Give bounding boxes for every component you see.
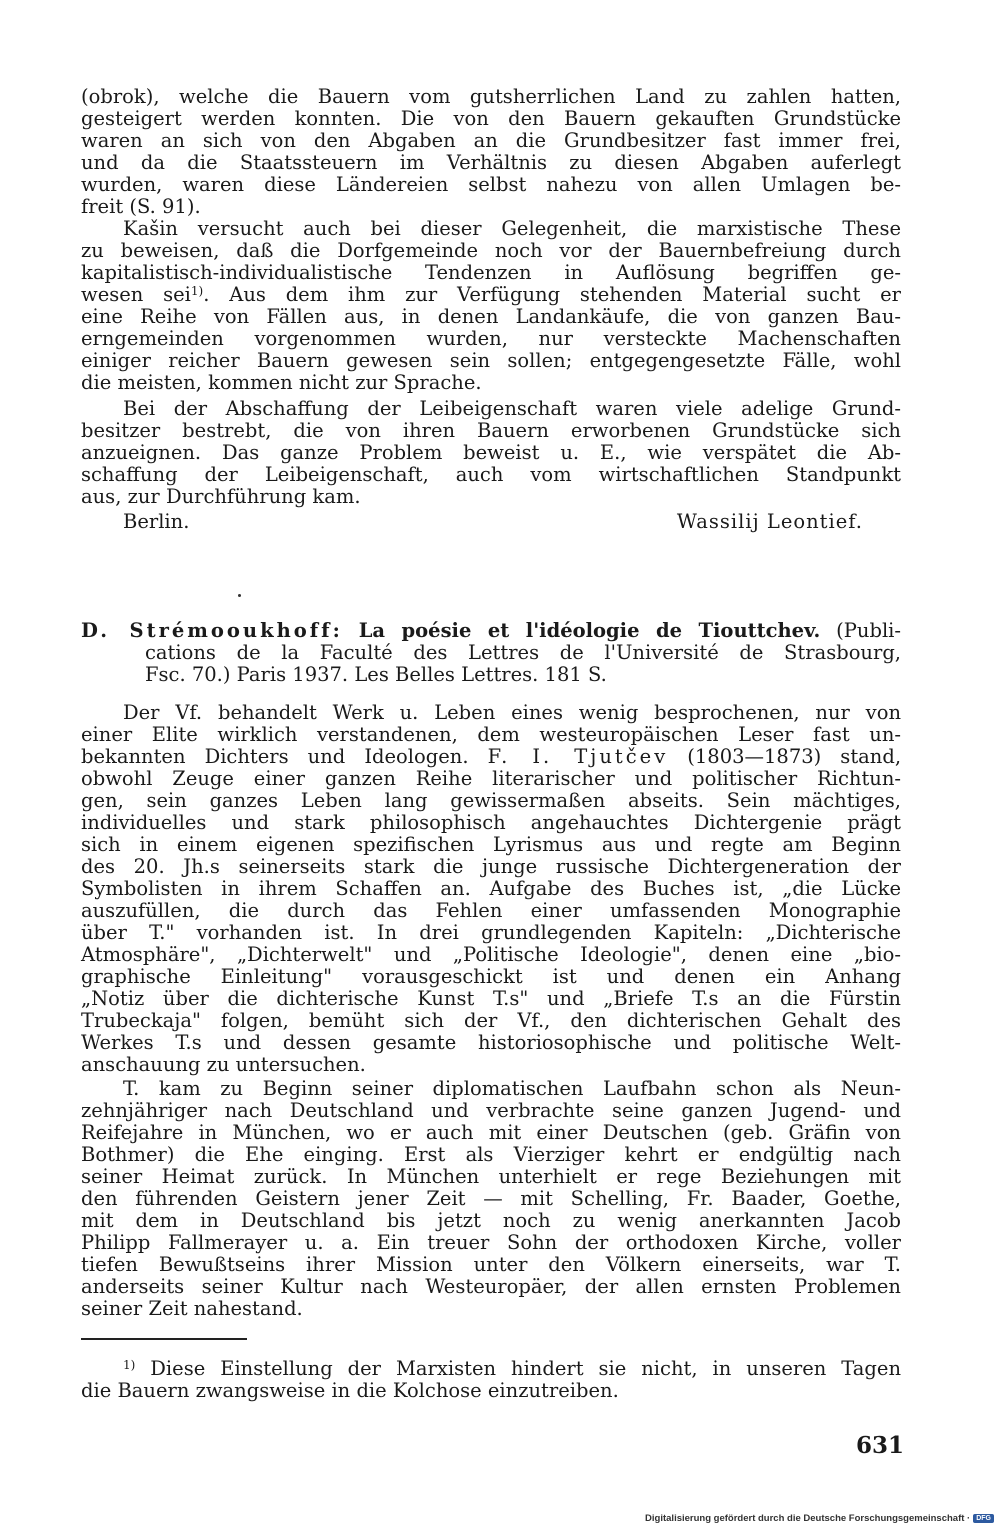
text-line: die meisten, kommen nicht zur Sprache. <box>81 371 482 394</box>
text-line: anzueignen. Das ganze Problem beweist u. E., wie verspätet die Ab- <box>81 441 901 464</box>
text-line: individuelles und stark philosophisch angehauchtes Dichtergenie prägt <box>81 811 901 834</box>
text-line: kapitalistisch-individualistische Tendenzen in Auflösung begriffen ge- <box>81 261 901 284</box>
text-line: zu beweisen, daß die Dorfgemeinde noch vor der Bauernbefreiung durch <box>81 239 901 262</box>
continuation-paragraph-1 <box>81 86 901 218</box>
text-line: Der Vf. behandelt Werk u. Leben eines wenig besprochenen, nur von <box>123 701 901 724</box>
text-line: „Notiz über die dichterische Kunst T.s" und „Briefe T.s an die Fürstin <box>81 987 901 1010</box>
text-line: seiner Heimat zurück. In München unterhielt er rege Beziehungen mit <box>81 1165 901 1188</box>
text-line: einiger reicher Bauern gewesen sein sollen; entgegengesetzte Fälle, wohl <box>81 349 901 372</box>
text-line: die Bauern zwangsweise in die Kolchose einzutreiben. <box>81 1379 619 1402</box>
text-line: Kašin versucht auch bei dieser Gelegenheit, die marxistische These <box>123 217 901 240</box>
text-line: Symbolisten in ihrem Schaffen an. Aufgabe des Buches ist, „die Lücke <box>81 877 901 900</box>
text-line: anschauung zu untersuchen. <box>81 1053 366 1076</box>
text-line: mit dem in Deutschland bis jetzt noch zu wenig anerkannten Jacob <box>81 1209 901 1232</box>
digitization-credit <box>645 1513 994 1524</box>
text-line: graphische Einleitung" vorausgeschickt ist und denen ein Anhang <box>81 965 901 988</box>
footnote-marker: 1) <box>123 1358 136 1372</box>
footnote <box>81 1358 901 1402</box>
text-line: schaffung der Leibeigenschaft, auch vom wirtschaftlichen Standpunkt <box>81 463 901 486</box>
review-citation-line <box>81 620 901 642</box>
continuation-paragraph-3 <box>81 398 901 508</box>
poet-name: F. I. Tjutčev <box>487 745 669 768</box>
dfg-logo: DFG <box>973 1514 994 1523</box>
footnote-reference[interactable]: 1) <box>190 284 204 298</box>
text-line: tiefen Bewußtseins ihrer Mission unter den Völkern einerseits, war T. <box>81 1253 901 1276</box>
text-line: Werkes T.s und dessen gesamte historiosophische und politische Welt- <box>81 1031 901 1054</box>
review-paragraph-1 <box>81 702 901 1076</box>
text-fragment: Diese Einstellung der Marxisten hindert sie nicht, in unseren Tagen <box>150 1357 902 1380</box>
continuation-paragraph-2 <box>81 218 901 394</box>
text-fragment: . Aus dem ihm zur Verfügung stehenden Material sucht er <box>203 283 901 306</box>
review-publication-line: cations de la Faculté des Lettres de l'Université de Strasbourg, <box>145 641 901 664</box>
review-author: D. Strémooukhoff: <box>81 619 343 642</box>
signature-city: Berlin. <box>123 510 190 533</box>
text-line: gesteigert werden konnten. Die von den Bauern gekauften Grundstücke <box>81 107 901 130</box>
text-line <box>81 284 901 306</box>
text-line: den führenden Geistern jener Zeit — mit Schelling, Fr. Baader, Goethe, <box>81 1187 901 1210</box>
text-line: freit (S. 91). <box>81 195 201 218</box>
text-line: Bei der Abschaffung der Leibeigenschaft waren viele adelige Grund- <box>123 397 901 420</box>
text-line: einer Elite wirklich verstandenen, dem westeuropäischen Leser fast un- <box>81 723 901 746</box>
text-line: (obrok), welche die Bauern vom gutsherrlichen Land zu zahlen hatten, <box>81 85 901 108</box>
text-fragment: wesen sei <box>81 283 191 306</box>
text-line <box>81 746 901 768</box>
text-line: Trubeckaja" folgen, bemüht sich der Vf., den dichterischen Gehalt des <box>81 1009 901 1032</box>
review-header <box>81 620 901 686</box>
text-line: aus, zur Durchführung kam. <box>81 485 361 508</box>
review-publication-line: Fsc. 70.) Paris 1937. Les Belles Lettres. 181 S. <box>145 663 607 686</box>
text-line: sich in einem eigenen spezifischen Lyrismus aus und regte am Beginn <box>81 833 901 856</box>
text-fragment: (1803—1873) stand, <box>687 745 902 768</box>
text-line: gen, sein ganzes Leben lang gewissermaßen abseits. Sein mächtiges, <box>81 789 901 812</box>
footnote-divider <box>81 1338 247 1340</box>
text-line: auszufüllen, die durch das Fehlen einer umfassenden Monographie <box>81 899 901 922</box>
page-number: 631 <box>855 1432 904 1459</box>
credit-text: Digitalisierung gefördert durch die Deutsche Forschungsgemeinschaft · <box>645 1513 971 1524</box>
text-line: Atmosphäre", „Dichterwelt" und „Politische Ideologie", denen eine „bio- <box>81 943 901 966</box>
text-line: des 20. Jh.s seinerseits stark die junge russische Dichtergeneration der <box>81 855 901 878</box>
text-line: T. kam zu Beginn seiner diplomatischen Laufbahn schon als Neun- <box>123 1077 901 1100</box>
text-line: Bothmer) die Ehe einging. Erst als Vierziger kehrt er endgültig nach <box>81 1143 901 1166</box>
text-line: wurden, waren diese Ländereien selbst nahezu von allen Umlagen be- <box>81 173 901 196</box>
text-line: seiner Zeit nahestand. <box>81 1297 303 1320</box>
review-title: La poésie et l'idéologie de Tiouttchev. <box>358 619 821 642</box>
text-line: zehnjähriger nach Deutschland und verbrachte seine ganzen Jugend- und <box>81 1099 901 1122</box>
text-fragment: bekannten Dichters und Ideologen. <box>81 745 469 768</box>
text-line: Philipp Fallmerayer u. a. Ein treuer Sohn der orthodoxen Kirche, voller <box>81 1231 901 1254</box>
text-line: anderseits seiner Kultur nach Westeuropäer, der allen ernsten Problemen <box>81 1275 901 1298</box>
review-paragraph-2 <box>81 1078 901 1320</box>
text-line: und da die Staatssteuern im Verhältnis zu diesen Abgaben auferlegt <box>81 151 901 174</box>
print-speck <box>238 594 241 597</box>
text-line: besitzer bestrebt, die von ihren Bauern erworbenen Grundstücke sich <box>81 419 901 442</box>
review-publication-start: (Publi- <box>836 619 902 642</box>
text-line: über T." vorhanden ist. In drei grundlegenden Kapiteln: „Dichterische <box>81 921 901 944</box>
text-line: eine Reihe von Fällen aus, in denen Landankäufe, die von ganzen Bau- <box>81 305 901 328</box>
text-line: obwohl Zeuge einer ganzen Reihe literarischer und politischer Richtun- <box>81 767 901 790</box>
signature-author: Wassilij Leontief. <box>676 510 863 533</box>
text-line: Reifejahre in München, wo er auch mit einer Deutschen (geb. Gräfin von <box>81 1121 901 1144</box>
text-line: erngemeinden vorgenommen wurden, nur versteckte Machenschaften <box>81 327 901 350</box>
text-line <box>81 1358 901 1380</box>
text-line: waren an sich von den Abgaben an die Grundbesitzer fast immer frei, <box>81 129 901 152</box>
